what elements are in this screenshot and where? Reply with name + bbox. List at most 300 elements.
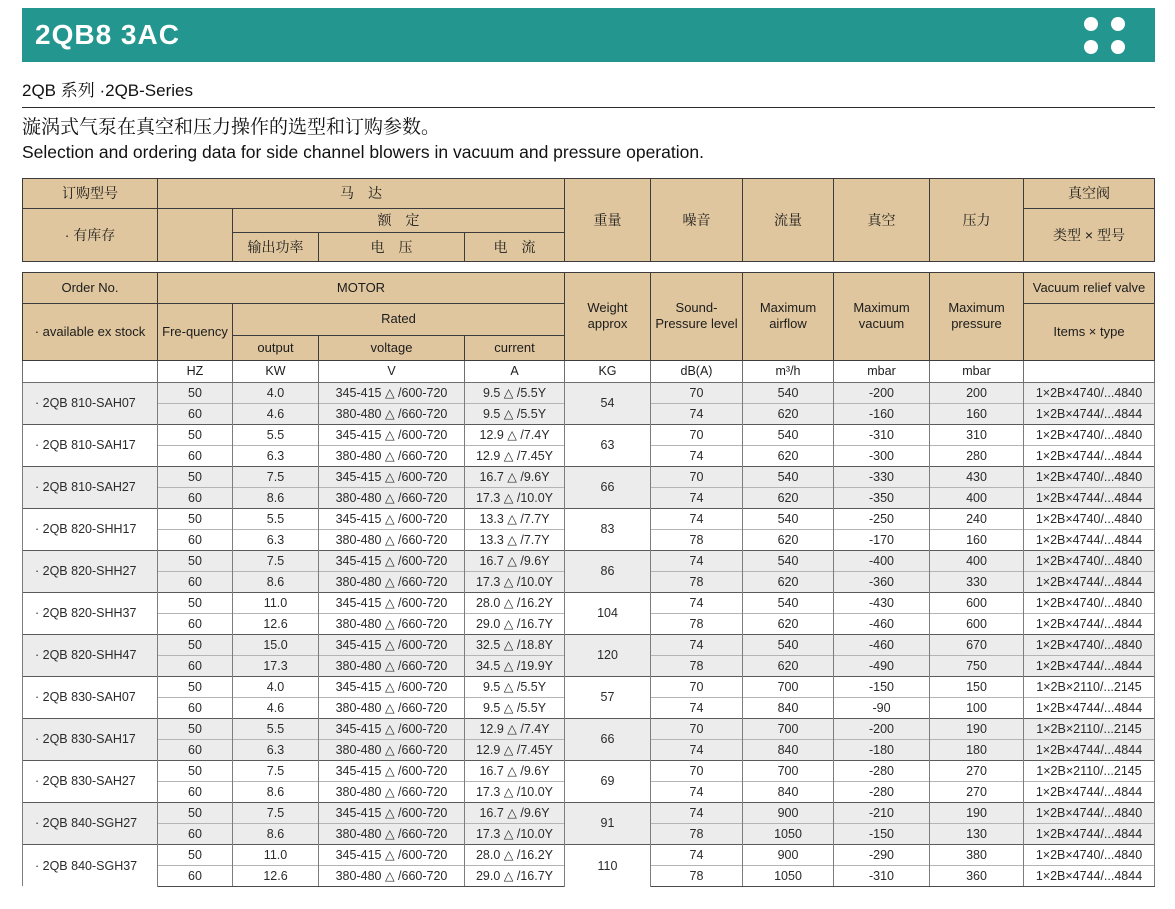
pressure-cell: 280	[930, 445, 1024, 466]
header-gap	[23, 261, 1155, 272]
vacuum-cell: -330	[834, 466, 930, 487]
vacuum-cell: -200	[834, 382, 930, 403]
kw-cell: 8.6	[233, 781, 319, 802]
hz-cell: 50	[158, 760, 233, 781]
unit-mbar-vac: mbar	[834, 360, 930, 382]
header-valve-type-en: Items × type	[1024, 303, 1155, 360]
pressure-cell: 270	[930, 781, 1024, 802]
db-cell: 70	[651, 424, 743, 445]
pressure-cell: 190	[930, 802, 1024, 823]
pressure-cell: 380	[930, 844, 1024, 865]
db-cell: 74	[651, 508, 743, 529]
valve-cell: 1×2B×2110/...2145	[1024, 676, 1155, 697]
current-cell: 13.3 △ /7.7Y	[465, 529, 565, 550]
valve-cell: 1×2B×4744/...4844	[1024, 655, 1155, 676]
weight-cell: 110	[565, 844, 651, 886]
kw-cell: 4.0	[233, 382, 319, 403]
table-row	[23, 802, 1155, 823]
header-airflow-en: Maximum airflow	[743, 272, 834, 360]
airflow-cell: 900	[743, 844, 834, 865]
table-row	[23, 844, 1155, 865]
kw-cell: 7.5	[233, 760, 319, 781]
vacuum-cell: -460	[834, 634, 930, 655]
unit-empty	[1024, 360, 1155, 382]
db-cell: 74	[651, 550, 743, 571]
weight-cell: 86	[565, 550, 651, 592]
header-pressure-zh: 压力	[930, 178, 1024, 261]
current-cell: 29.0 △ /16.7Y	[465, 865, 565, 886]
db-cell: 74	[651, 487, 743, 508]
weight-cell: 54	[565, 382, 651, 424]
db-cell: 70	[651, 760, 743, 781]
airflow-cell: 1050	[743, 823, 834, 844]
order-no-cell: · 2QB 820-SHH37	[23, 592, 158, 634]
header-noise-en: Sound- Pressure level	[651, 272, 743, 360]
hz-cell: 50	[158, 844, 233, 865]
valve-cell: 1×2B×4740/...4840	[1024, 466, 1155, 487]
pressure-cell: 240	[930, 508, 1024, 529]
header-voltage-zh: 电 压	[319, 232, 465, 261]
db-cell: 74	[651, 697, 743, 718]
airflow-cell: 700	[743, 718, 834, 739]
db-cell: 78	[651, 529, 743, 550]
airflow-cell: 620	[743, 613, 834, 634]
kw-cell: 5.5	[233, 508, 319, 529]
vacuum-cell: -490	[834, 655, 930, 676]
voltage-cell: 380-480 △ /660-720	[319, 403, 465, 424]
voltage-cell: 380-480 △ /660-720	[319, 571, 465, 592]
current-cell: 16.7 △ /9.6Y	[465, 760, 565, 781]
kw-cell: 7.5	[233, 466, 319, 487]
table-row	[23, 424, 1155, 445]
valve-cell: 1×2B×4740/...4840	[1024, 382, 1155, 403]
pressure-cell: 670	[930, 634, 1024, 655]
hz-cell: 50	[158, 676, 233, 697]
order-no-cell: · 2QB 810-SAH27	[23, 466, 158, 508]
unit-m3h: m³/h	[743, 360, 834, 382]
valve-cell: 1×2B×4740/...4840	[1024, 592, 1155, 613]
voltage-cell: 345-415 △ /600-720	[319, 550, 465, 571]
hz-cell: 50	[158, 634, 233, 655]
voltage-cell: 380-480 △ /660-720	[319, 655, 465, 676]
hz-cell: 60	[158, 571, 233, 592]
voltage-cell: 380-480 △ /660-720	[319, 781, 465, 802]
vacuum-cell: -90	[834, 697, 930, 718]
voltage-cell: 380-480 △ /660-720	[319, 697, 465, 718]
unit-empty	[23, 360, 158, 382]
airflow-cell: 840	[743, 697, 834, 718]
unit-kw: KW	[233, 360, 319, 382]
hz-cell: 50	[158, 424, 233, 445]
db-cell: 74	[651, 592, 743, 613]
order-no-cell: · 2QB 830-SAH17	[23, 718, 158, 760]
voltage-cell: 345-415 △ /600-720	[319, 634, 465, 655]
page-title: 2QB8 3AC	[35, 19, 180, 50]
airflow-cell: 700	[743, 760, 834, 781]
vacuum-cell: -250	[834, 508, 930, 529]
db-cell: 70	[651, 466, 743, 487]
kw-cell: 8.6	[233, 823, 319, 844]
kw-cell: 17.3	[233, 655, 319, 676]
voltage-cell: 345-415 △ /600-720	[319, 424, 465, 445]
hz-cell: 50	[158, 382, 233, 403]
pressure-cell: 400	[930, 550, 1024, 571]
db-cell: 74	[651, 802, 743, 823]
table-row	[23, 382, 1155, 403]
airflow-cell: 620	[743, 571, 834, 592]
vacuum-cell: -280	[834, 781, 930, 802]
kw-cell: 6.3	[233, 739, 319, 760]
airflow-cell: 540	[743, 508, 834, 529]
valve-cell: 1×2B×4744/...4844	[1024, 571, 1155, 592]
divider	[22, 107, 1155, 108]
valve-cell: 1×2B×4744/...4840	[1024, 802, 1155, 823]
hz-cell: 60	[158, 613, 233, 634]
pressure-cell: 360	[930, 865, 1024, 886]
voltage-cell: 380-480 △ /660-720	[319, 739, 465, 760]
weight-cell: 66	[565, 718, 651, 760]
db-cell: 78	[651, 655, 743, 676]
vacuum-cell: -430	[834, 592, 930, 613]
vacuum-cell: -350	[834, 487, 930, 508]
current-cell: 17.3 △ /10.0Y	[465, 781, 565, 802]
table-row	[23, 760, 1155, 781]
table-row	[23, 550, 1155, 571]
current-cell: 17.3 △ /10.0Y	[465, 571, 565, 592]
weight-cell: 91	[565, 802, 651, 844]
airflow-cell: 540	[743, 634, 834, 655]
current-cell: 16.7 △ /9.6Y	[465, 802, 565, 823]
current-cell: 12.9 △ /7.4Y	[465, 424, 565, 445]
db-cell: 74	[651, 844, 743, 865]
current-cell: 16.7 △ /9.6Y	[465, 466, 565, 487]
dot-icon	[1111, 40, 1125, 54]
valve-cell: 1×2B×4744/...4844	[1024, 403, 1155, 424]
valve-cell: 1×2B×4744/...4844	[1024, 529, 1155, 550]
hz-cell: 50	[158, 466, 233, 487]
valve-cell: 1×2B×4740/...4840	[1024, 508, 1155, 529]
pressure-cell: 600	[930, 613, 1024, 634]
series-subtitle: 2QB 系列 ·2QB-Series	[22, 81, 193, 100]
current-cell: 12.9 △ /7.4Y	[465, 718, 565, 739]
vacuum-cell: -150	[834, 676, 930, 697]
vacuum-cell: -150	[834, 823, 930, 844]
unit-dba: dB(A)	[651, 360, 743, 382]
table-row	[23, 508, 1155, 529]
description-en: Selection and ordering data for side channel blowers in vacuum and pressure operation.	[22, 141, 704, 162]
current-cell: 9.5 △ /5.5Y	[465, 697, 565, 718]
vacuum-cell: -210	[834, 802, 930, 823]
header-frequency-zh-empty	[158, 208, 233, 261]
vacuum-cell: -400	[834, 550, 930, 571]
header-flow-zh: 流量	[743, 178, 834, 261]
db-cell: 70	[651, 718, 743, 739]
vacuum-cell: -200	[834, 718, 930, 739]
current-cell: 17.3 △ /10.0Y	[465, 487, 565, 508]
valve-cell: 1×2B×4744/...4844	[1024, 487, 1155, 508]
dot-icon	[1084, 40, 1098, 54]
unit-a: A	[465, 360, 565, 382]
db-cell: 74	[651, 445, 743, 466]
current-cell: 17.3 △ /10.0Y	[465, 823, 565, 844]
weight-cell: 104	[565, 592, 651, 634]
voltage-cell: 345-415 △ /600-720	[319, 592, 465, 613]
header-rated-en: Rated	[233, 303, 565, 335]
table-row	[23, 676, 1155, 697]
page-header-banner	[22, 8, 1155, 62]
valve-cell: 1×2B×4744/...4844	[1024, 781, 1155, 802]
kw-cell: 7.5	[233, 802, 319, 823]
kw-cell: 8.6	[233, 571, 319, 592]
valve-cell: 1×2B×4744/...4844	[1024, 823, 1155, 844]
units-row	[23, 360, 1155, 382]
grid-dots-icon	[1084, 17, 1125, 54]
kw-cell: 11.0	[233, 592, 319, 613]
valve-cell: 1×2B×2110/...2145	[1024, 760, 1155, 781]
voltage-cell: 345-415 △ /600-720	[319, 760, 465, 781]
hz-cell: 50	[158, 550, 233, 571]
header-frequency-en: Fre-quency	[158, 303, 233, 360]
order-no-cell: · 2QB 830-SAH07	[23, 676, 158, 718]
selection-data-table	[22, 178, 1155, 887]
valve-cell: 1×2B×4744/...4844	[1024, 865, 1155, 886]
header-output-zh: 输出功率	[233, 232, 319, 261]
hz-cell: 50	[158, 592, 233, 613]
kw-cell: 8.6	[233, 487, 319, 508]
hz-cell: 60	[158, 655, 233, 676]
voltage-cell: 345-415 △ /600-720	[319, 466, 465, 487]
pressure-cell: 180	[930, 739, 1024, 760]
pressure-cell: 160	[930, 403, 1024, 424]
kw-cell: 6.3	[233, 529, 319, 550]
vacuum-cell: -290	[834, 844, 930, 865]
order-no-cell: · 2QB 820-SHH17	[23, 508, 158, 550]
vacuum-cell: -310	[834, 424, 930, 445]
voltage-cell: 380-480 △ /660-720	[319, 529, 465, 550]
header-valve-type-zh: 类型 × 型号	[1024, 208, 1155, 261]
voltage-cell: 345-415 △ /600-720	[319, 676, 465, 697]
table-row	[23, 592, 1155, 613]
weight-cell: 120	[565, 634, 651, 676]
voltage-cell: 345-415 △ /600-720	[319, 382, 465, 403]
kw-cell: 12.6	[233, 865, 319, 886]
weight-cell: 69	[565, 760, 651, 802]
airflow-cell: 840	[743, 739, 834, 760]
pressure-cell: 130	[930, 823, 1024, 844]
voltage-cell: 345-415 △ /600-720	[319, 508, 465, 529]
airflow-cell: 540	[743, 550, 834, 571]
db-cell: 78	[651, 865, 743, 886]
current-cell: 12.9 △ /7.45Y	[465, 445, 565, 466]
unit-kg: KG	[565, 360, 651, 382]
weight-cell: 57	[565, 676, 651, 718]
weight-cell: 83	[565, 508, 651, 550]
valve-cell: 1×2B×4740/...4840	[1024, 844, 1155, 865]
vacuum-cell: -460	[834, 613, 930, 634]
order-no-cell: · 2QB 840-SGH27	[23, 802, 158, 844]
kw-cell: 15.0	[233, 634, 319, 655]
current-cell: 12.9 △ /7.45Y	[465, 739, 565, 760]
unit-hz: HZ	[158, 360, 233, 382]
airflow-cell: 540	[743, 382, 834, 403]
table-body	[23, 382, 1155, 886]
table-row	[23, 466, 1155, 487]
voltage-cell: 380-480 △ /660-720	[319, 613, 465, 634]
current-cell: 29.0 △ /16.7Y	[465, 613, 565, 634]
kw-cell: 11.0	[233, 844, 319, 865]
hz-cell: 60	[158, 739, 233, 760]
voltage-cell: 345-415 △ /600-720	[319, 718, 465, 739]
current-cell: 28.0 △ /16.2Y	[465, 844, 565, 865]
header-weight-en: Weight approx	[565, 272, 651, 360]
header-pressure-en: Maximum pressure	[930, 272, 1024, 360]
order-no-cell: · 2QB 820-SHH47	[23, 634, 158, 676]
vacuum-cell: -300	[834, 445, 930, 466]
header-output-en: output	[233, 335, 319, 360]
kw-cell: 4.0	[233, 676, 319, 697]
kw-cell: 12.6	[233, 613, 319, 634]
description-zh: 漩涡式气泵在真空和压力操作的选型和订购参数。	[22, 117, 441, 138]
voltage-cell: 345-415 △ /600-720	[319, 844, 465, 865]
db-cell: 74	[651, 739, 743, 760]
valve-cell: 1×2B×4744/...4844	[1024, 613, 1155, 634]
current-cell: 16.7 △ /9.6Y	[465, 550, 565, 571]
kw-cell: 5.5	[233, 718, 319, 739]
airflow-cell: 540	[743, 592, 834, 613]
kw-cell: 4.6	[233, 403, 319, 424]
vacuum-cell: -180	[834, 739, 930, 760]
pressure-cell: 400	[930, 487, 1024, 508]
hz-cell: 60	[158, 445, 233, 466]
hz-cell: 50	[158, 508, 233, 529]
airflow-cell: 620	[743, 487, 834, 508]
table-row	[23, 634, 1155, 655]
pressure-cell: 150	[930, 676, 1024, 697]
table-row	[23, 718, 1155, 739]
header-valve-en: Vacuum relief valve	[1024, 272, 1155, 303]
current-cell: 28.0 △ /16.2Y	[465, 592, 565, 613]
header-vacuum-en: Maximum vacuum	[834, 272, 930, 360]
kw-cell: 7.5	[233, 550, 319, 571]
airflow-cell: 620	[743, 403, 834, 424]
db-cell: 74	[651, 403, 743, 424]
valve-cell: 1×2B×2110/...2145	[1024, 718, 1155, 739]
vacuum-cell: -170	[834, 529, 930, 550]
db-cell: 78	[651, 613, 743, 634]
current-cell: 9.5 △ /5.5Y	[465, 382, 565, 403]
header-current-zh: 电 流	[465, 232, 565, 261]
hz-cell: 60	[158, 781, 233, 802]
header-vacuum-zh: 真空	[834, 178, 930, 261]
db-cell: 70	[651, 676, 743, 697]
airflow-cell: 540	[743, 424, 834, 445]
header-order-no-en: Order No.	[23, 272, 158, 303]
order-no-cell: · 2QB 830-SAH27	[23, 760, 158, 802]
vacuum-cell: -310	[834, 865, 930, 886]
pressure-cell: 600	[930, 592, 1024, 613]
current-cell: 9.5 △ /5.5Y	[465, 403, 565, 424]
voltage-cell: 380-480 △ /660-720	[319, 823, 465, 844]
airflow-cell: 620	[743, 445, 834, 466]
valve-cell: 1×2B×4740/...4840	[1024, 634, 1155, 655]
hz-cell: 60	[158, 865, 233, 886]
pressure-cell: 190	[930, 718, 1024, 739]
hz-cell: 60	[158, 487, 233, 508]
header-weight-zh: 重量	[565, 178, 651, 261]
current-cell: 32.5 △ /18.8Y	[465, 634, 565, 655]
header-motor-en: MOTOR	[158, 272, 565, 303]
header-current-en: current	[465, 335, 565, 360]
airflow-cell: 900	[743, 802, 834, 823]
pressure-cell: 330	[930, 571, 1024, 592]
order-no-cell: · 2QB 810-SAH17	[23, 424, 158, 466]
kw-cell: 4.6	[233, 697, 319, 718]
airflow-cell: 620	[743, 529, 834, 550]
valve-cell: 1×2B×4744/...4844	[1024, 697, 1155, 718]
db-cell: 78	[651, 823, 743, 844]
hz-cell: 60	[158, 529, 233, 550]
airflow-cell: 700	[743, 676, 834, 697]
header-valve-zh: 真空阀	[1024, 178, 1155, 208]
airflow-cell: 840	[743, 781, 834, 802]
pressure-cell: 310	[930, 424, 1024, 445]
db-cell: 74	[651, 781, 743, 802]
pressure-cell: 270	[930, 760, 1024, 781]
order-no-cell: · 2QB 810-SAH07	[23, 382, 158, 424]
airflow-cell: 1050	[743, 865, 834, 886]
pressure-cell: 750	[930, 655, 1024, 676]
header-motor-zh: 马 达	[158, 178, 565, 208]
valve-cell: 1×2B×4740/...4840	[1024, 550, 1155, 571]
hz-cell: 60	[158, 403, 233, 424]
header-rated-zh: 额 定	[233, 208, 565, 232]
pressure-cell: 430	[930, 466, 1024, 487]
voltage-cell: 380-480 △ /660-720	[319, 487, 465, 508]
hz-cell: 60	[158, 823, 233, 844]
header-noise-zh: 噪音	[651, 178, 743, 261]
db-cell: 74	[651, 634, 743, 655]
valve-cell: 1×2B×4744/...4844	[1024, 739, 1155, 760]
dot-icon	[1084, 17, 1098, 31]
voltage-cell: 380-480 △ /660-720	[319, 865, 465, 886]
header-in-stock-zh: · 有库存	[23, 208, 158, 261]
dot-icon	[1111, 17, 1125, 31]
db-cell: 78	[651, 571, 743, 592]
voltage-cell: 345-415 △ /600-720	[319, 802, 465, 823]
header-voltage-en: voltage	[319, 335, 465, 360]
vacuum-cell: -280	[834, 760, 930, 781]
header-order-no-zh: 订购型号	[23, 178, 158, 208]
db-cell: 70	[651, 382, 743, 403]
order-no-cell: · 2QB 840-SGH37	[23, 844, 158, 886]
airflow-cell: 540	[743, 466, 834, 487]
current-cell: 13.3 △ /7.7Y	[465, 508, 565, 529]
hz-cell: 50	[158, 718, 233, 739]
airflow-cell: 620	[743, 655, 834, 676]
current-cell: 9.5 △ /5.5Y	[465, 676, 565, 697]
vacuum-cell: -360	[834, 571, 930, 592]
unit-mbar-press: mbar	[930, 360, 1024, 382]
pressure-cell: 200	[930, 382, 1024, 403]
weight-cell: 66	[565, 466, 651, 508]
kw-cell: 6.3	[233, 445, 319, 466]
vacuum-cell: -160	[834, 403, 930, 424]
valve-cell: 1×2B×4740/...4840	[1024, 424, 1155, 445]
pressure-cell: 100	[930, 697, 1024, 718]
kw-cell: 5.5	[233, 424, 319, 445]
weight-cell: 63	[565, 424, 651, 466]
hz-cell: 60	[158, 697, 233, 718]
